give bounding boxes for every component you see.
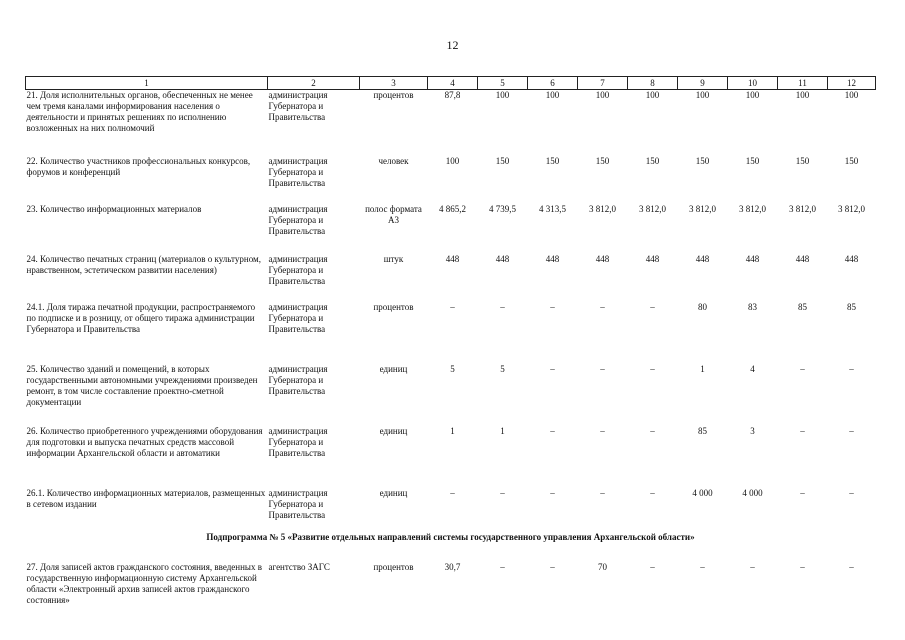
executor: администрация Губернатора и Правительства [268, 90, 328, 122]
value-cell: 3 812,0 [639, 203, 666, 214]
column-header: 8 [628, 77, 678, 90]
value-cell: – [550, 487, 555, 498]
value-cell: – [550, 425, 555, 436]
value-cell: – [800, 425, 805, 436]
value-cell: – [500, 561, 505, 572]
value-cell: 150 [695, 155, 710, 166]
value-cell: – [650, 301, 655, 312]
indicators-table [25, 76, 876, 616]
indicator-name: 24.1. Доля тиража печатной продукции, распространяемого по подписке и в розницу, от общего тиража администрации Губернатора и Правительства [26, 301, 256, 334]
indicator-name: 24. Количество печатных страниц (материалов о культурном, нравственном, эстетическом развитии населения) [26, 253, 261, 275]
table-row [26, 562, 876, 616]
page-number: 12 [446, 38, 459, 52]
value-cell: – [600, 425, 605, 436]
value-cell: 4 000 [692, 487, 713, 498]
value-cell: 85 [698, 425, 707, 436]
value-cell: 1 [500, 425, 505, 436]
indicator-name: 25. Количество зданий и помещений, в которых государственными автономными учреждениями произведен ремонт, в том числе составление проектно-сметной документации [26, 363, 258, 407]
table-row [26, 90, 876, 156]
column-header: 3 [360, 77, 428, 90]
value-cell: 100 [495, 90, 510, 100]
column-header: 6 [528, 77, 578, 90]
value-cell: 100 [695, 90, 710, 100]
value-cell: 150 [645, 155, 660, 166]
value-cell: 70 [598, 561, 607, 572]
value-cell: 87,8 [444, 90, 461, 100]
value-cell: 100 [844, 90, 859, 100]
value-cell: 448 [645, 253, 660, 264]
value-cell: 448 [844, 253, 859, 264]
indicator-name: 26. Количество приобретенного учреждениями оборудования для подготовки и выпуска печатных средств массовой информации Архангельской области и автоматики [26, 425, 263, 458]
value-cell: 100 [595, 90, 610, 100]
value-cell: – [650, 487, 655, 498]
value-cell: – [500, 487, 505, 498]
table-row [26, 488, 876, 532]
executor: администрация Губернатора и Правительства [268, 253, 328, 286]
table-row [26, 302, 876, 364]
table-row [26, 426, 876, 488]
value-cell: 448 [695, 253, 710, 264]
indicator-name: 23. Количество информационных материалов [26, 203, 202, 214]
column-header: 11 [778, 77, 828, 90]
value-cell: 100 [745, 90, 760, 100]
unit: человек [378, 155, 409, 166]
value-cell: – [849, 363, 854, 374]
value-cell: 3 [750, 425, 755, 436]
value-cell: 85 [798, 301, 807, 312]
value-cell: – [849, 425, 854, 436]
column-number-row [26, 77, 876, 90]
value-cell: – [450, 487, 455, 498]
value-cell: 3 812,0 [589, 203, 616, 214]
unit: единиц [379, 425, 408, 436]
value-cell: 3 812,0 [739, 203, 766, 214]
value-cell: 448 [745, 253, 760, 264]
executor: администрация Губернатора и Правительства [268, 203, 328, 236]
value-cell: – [600, 487, 605, 498]
value-cell: 150 [745, 155, 760, 166]
value-cell: – [800, 363, 805, 374]
value-cell: – [800, 487, 805, 498]
value-cell: 100 [645, 90, 660, 100]
value-cell: 150 [795, 155, 810, 166]
value-cell: 100 [445, 155, 460, 166]
column-header: 5 [478, 77, 528, 90]
column-header: 9 [678, 77, 728, 90]
value-cell: 3 812,0 [689, 203, 716, 214]
table-row [26, 254, 876, 302]
value-cell: 100 [545, 90, 560, 100]
value-cell: – [550, 301, 555, 312]
value-cell: 448 [595, 253, 610, 264]
value-cell: – [450, 301, 455, 312]
value-cell: 5 [500, 363, 505, 374]
unit: процентов [373, 561, 414, 572]
value-cell: 150 [844, 155, 859, 166]
unit: единиц [379, 487, 408, 498]
value-cell: – [650, 425, 655, 436]
indicator-name: 27. Доля записей актов гражданского состояния, введенных в государственную информационную систему Архангельской области «Электронный архив записей актов гражданского состояния» [26, 561, 262, 605]
value-cell: 150 [545, 155, 560, 166]
executor: администрация Губернатора и Правительства [268, 487, 328, 520]
unit: штук [383, 253, 404, 264]
value-cell: 80 [698, 301, 707, 312]
column-header: 12 [828, 77, 876, 90]
executor: агентство ЗАГС [268, 561, 330, 572]
executor: администрация Губернатора и Правительства [268, 155, 328, 188]
value-cell: 150 [595, 155, 610, 166]
value-cell: 4 865,2 [439, 203, 466, 214]
value-cell: 4 000 [742, 487, 763, 498]
executor: администрация Губернатора и Правительства [268, 301, 328, 334]
value-cell: 3 812,0 [838, 203, 865, 214]
column-header: 10 [728, 77, 778, 90]
unit: процентов [373, 90, 414, 100]
value-cell: 3 812,0 [789, 203, 816, 214]
value-cell: 83 [748, 301, 757, 312]
subprogram-heading: Подпрограмма № 5 «Развитие отдельных направлений системы государственного управления Архангельской области» [206, 531, 695, 542]
unit: единиц [379, 363, 408, 374]
column-header: 4 [428, 77, 478, 90]
value-cell: – [650, 561, 655, 572]
value-cell: 100 [795, 90, 810, 100]
indicator-name: 21. Доля исполнительных органов, обеспеченных не менее чем тремя каналами информирования населения о деятельности и принятых решениях по исполнению возложенных на них полномочий [26, 90, 253, 133]
column-header: 7 [578, 77, 628, 90]
value-cell: 4 313,5 [539, 203, 566, 214]
value-cell: – [600, 363, 605, 374]
value-cell: 448 [445, 253, 460, 264]
value-cell: – [700, 561, 705, 572]
value-cell: – [800, 561, 805, 572]
executor: администрация Губернатора и Правительства [268, 363, 328, 396]
unit: полос формата А3 [365, 203, 422, 225]
table-row [26, 364, 876, 426]
value-cell: 85 [847, 301, 856, 312]
value-cell: – [650, 363, 655, 374]
value-cell: 30,7 [444, 561, 461, 572]
table-row [26, 156, 876, 204]
executor: администрация Губернатора и Правительства [268, 425, 328, 458]
value-cell: 1 [450, 425, 455, 436]
value-cell: 448 [495, 253, 510, 264]
value-cell: – [849, 487, 854, 498]
value-cell: 150 [495, 155, 510, 166]
value-cell: – [750, 561, 755, 572]
value-cell: 4 [750, 363, 755, 374]
unit: процентов [373, 301, 414, 312]
value-cell: 448 [545, 253, 560, 264]
indicator-name: 22. Количество участников профессиональных конкурсов, форумов и конференций [26, 155, 251, 177]
table-row [26, 204, 876, 254]
value-cell: 4 739,5 [489, 203, 516, 214]
value-cell: 5 [450, 363, 455, 374]
value-cell: – [600, 301, 605, 312]
value-cell: 448 [795, 253, 810, 264]
column-header: 1 [26, 77, 268, 90]
value-cell: – [550, 363, 555, 374]
value-cell: 1 [700, 363, 705, 374]
column-header: 2 [268, 77, 360, 90]
value-cell: – [849, 561, 854, 572]
subprogram-row [26, 532, 876, 562]
value-cell: – [500, 301, 505, 312]
indicator-name: 26.1. Количество информационных материалов, размещенных в сетевом издании [26, 487, 266, 509]
value-cell: – [550, 561, 555, 572]
